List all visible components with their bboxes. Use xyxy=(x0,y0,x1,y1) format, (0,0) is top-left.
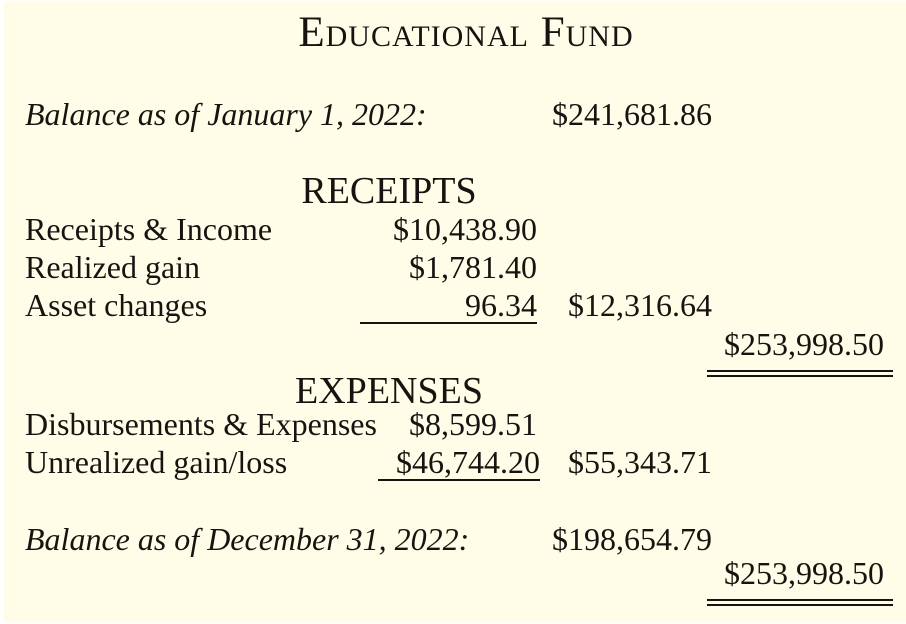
receipts-row-amount: $1,781.40 xyxy=(409,249,537,285)
receipts-row-amount: $10,438.90 xyxy=(393,211,537,247)
expenses-heading: EXPENSES xyxy=(295,370,483,412)
receipts-heading: RECEIPTS xyxy=(301,170,477,212)
closing-balance-amount: $198,654.79 xyxy=(552,521,712,557)
receipts-row-label: Realized gain xyxy=(25,249,201,285)
receipts-subtotal-amount: $12,316.64 xyxy=(568,287,712,323)
expenses-row-amount: $8,599.51 xyxy=(409,406,537,442)
receipts-row-label: Asset changes xyxy=(25,287,208,323)
receipts-row-label: Receipts & Income xyxy=(25,211,273,247)
receipts-running-total: $253,998.50 xyxy=(724,326,884,362)
opening-balance-label: Balance as of January 1, 2022: xyxy=(25,96,427,132)
document-title: Educational Fund xyxy=(298,9,634,56)
expenses-row-label: Disbursements & Expenses xyxy=(25,406,377,442)
double-rule xyxy=(707,599,893,606)
expenses-column-sum-underlined: $46,744.20 xyxy=(378,445,540,481)
receipts-column-sum-underlined: 96.34 xyxy=(360,288,537,324)
expenses-subtotal-amount: $55,343.71 xyxy=(568,444,712,480)
closing-total: $253,998.50 xyxy=(724,555,884,591)
expenses-row-label: Unrealized gain/loss xyxy=(25,444,288,480)
opening-balance-amount: $241,681.86 xyxy=(552,96,712,132)
closing-balance-label: Balance as of December 31, 2022: xyxy=(25,521,470,557)
